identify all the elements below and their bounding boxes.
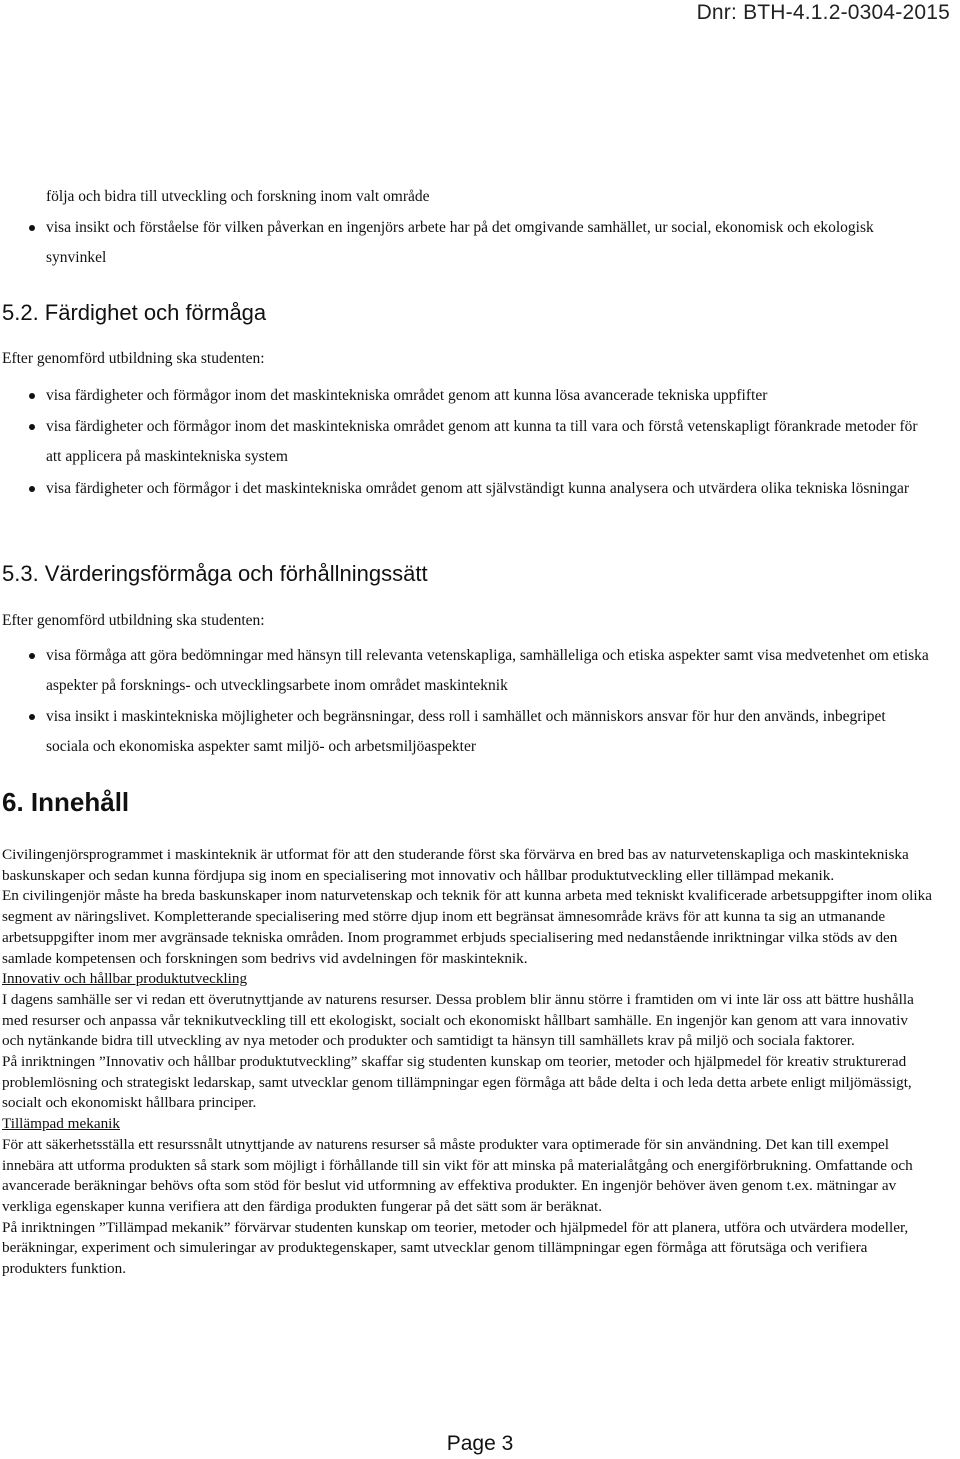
- page-number: Page 3: [446, 1432, 514, 1455]
- section-intro: Efter genomförd utbildning ska studenten:: [2, 350, 265, 367]
- list-item: visa insikt i maskintekniska möjligheter och begränsningar, dess roll i samhället och människors ansvar för hur den används, inbegripet sociala och ekonomiska aspekter samt miljö- och arbetsmiljöaspekter: [46, 702, 932, 762]
- list-item: visa färdigheter och förmågor inom det maskintekniska området genom att kunna lösa avancerade tekniska uppfifter: [46, 381, 932, 411]
- paragraph: På inriktningen ”Tillämpad mekanik” förvärvar studenten kunskap om teorier, metoder och hjälpmedel för att planera, utföra och utvärdera modeller, beräkningar, experiment och simuleringar av produktegenskaper, samt utvecklar genom tillämpningar egen förmåga att förutsäga och verifiera produkters funktion.: [2, 1218, 909, 1278]
- document-number: Dnr: BTH-4.1.2-0304-2015: [696, 1, 950, 24]
- section-heading-6: 6. Innehåll: [2, 787, 130, 817]
- paragraph: Civilingenjörsprogrammet i maskinteknik är utformat för att den studerande först ska förvärva en bred bas av naturvetenskapliga och maskintekniska baskunskaper och sedan kunna fördjupa sig inom en specialisering mot innovativ och hållbar produktutveckling eller tillämpad mekanik.: [2, 846, 909, 884]
- section-6-body: [2, 845, 932, 1280]
- subheading-innovativ: Innovativ och hållbar produktutveckling: [2, 970, 248, 988]
- list-continuation-text: följa och bidra till utveckling och forskning inom valt område: [46, 188, 430, 205]
- list-item: visa färdigheter och förmågor inom det maskintekniska området genom att kunna ta till vara och förstå vetenskapligt förankrade metoder för att applicera på maskintekniska system: [46, 412, 932, 472]
- paragraph: I dagens samhälle ser vi redan ett överutnyttjande av naturens resurser. Dessa problem blir ännu större i framtiden om vi inte lär oss att bättre hushålla med resurser och anpassa vår teknikutveckling till ett ekologiskt, socialt och ekonomiskt hållbart samhälle. En ingenjör kan genom att vara innovativ och nytänkande bidra till utveckling av nya metoder och produkter och samtidigt ta hänsyn till samhällets krav på miljö och sociala faktorer.: [2, 990, 914, 1050]
- list-item: visa färdigheter och förmågor i det maskintekniska området genom att självständigt kunna analysera och utvärdera olika tekniska lösningar: [46, 474, 932, 504]
- section-intro: Efter genomförd utbildning ska studenten:: [2, 612, 265, 629]
- section-heading-5-3: 5.3. Värderingsförmåga och förhållningssätt: [2, 561, 428, 586]
- paragraph: För att säkerhetsställa ett resurssnålt utnyttjande av naturens resurser så måste produkter vara optimerade för sin användning. Det kan till exempel innebära att utforma produkten så stark som möjligt i förhållande till sin vikt för att minska på materialåtgång och energiförbrukning. Omfattande och avancerade beräkningar behövs ofta som stöd för beslut vid utformning av effektiva produkter. En ingenjör behöver även genom t.ex. mätningar av verkliga egenskaper kunna verifiera att den färdiga produkten fungerar på det sätt som är beräknat.: [2, 1135, 913, 1215]
- paragraph: På inriktningen ”Innovativ och hållbar produktutveckling” skaffar sig studenten kunskap om teorier, metoder och hjälpmedel för kreativ strukturerad problemlösning och strategiskt ledarskap, samt utvecklar genom tillämpningar egen förmåga att både delta i och leda detta arbete enligt miljömässigt, socialt och ekonomiskt hållbara principer.: [2, 1053, 912, 1112]
- subheading-tillampad-mekanik: Tillämpad mekanik: [2, 1115, 120, 1133]
- paragraph: En civilingenjör måste ha breda baskunskaper inom naturvetenskap och teknik för att kunna arbeta med tekniskt kvalificerade arbetsuppgifter inom olika segment av näringslivet. Kompletterande specialisering med större djup inom ett begränsat ämnesområde krävs för att kunna ta sig an utmanande arbetsuppgifter inom mer avgränsade tekniska områden. Inom programmet erbjuds specialisering med nedanstående inriktningar vilka stöds av den samlade kompetensen och forskningen som bedrivs vid avdelningen för maskinteknik.: [2, 887, 932, 967]
- list-item: visa förmåga att göra bedömningar med hänsyn till relevanta vetenskapliga, samhälleliga och etiska aspekter samt visa medvetenhet om etiska aspekter på forsknings- och utvecklingsarbete inom området maskinteknik: [46, 641, 932, 701]
- section-heading-5-2: 5.2. Färdighet och förmåga: [2, 300, 267, 325]
- list-item: visa insikt och förståelse för vilken påverkan en ingenjörs arbete har på det omgivande samhället, ur social, ekonomisk och ekologisk synvinkel: [46, 213, 932, 273]
